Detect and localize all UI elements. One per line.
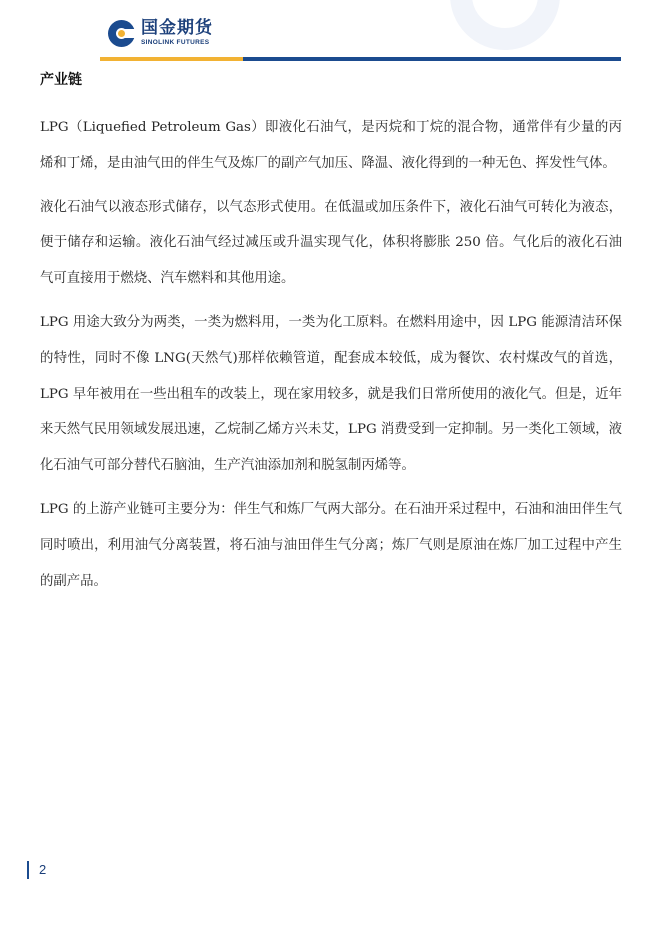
page-number: 2 bbox=[39, 862, 47, 877]
header-divider bbox=[100, 57, 621, 61]
logo-english-name: SINOLINK FUTURES bbox=[141, 38, 210, 46]
body-text bbox=[40, 110, 622, 607]
logo-chinese-name: 国金期货 bbox=[141, 17, 213, 38]
company-logo bbox=[108, 17, 213, 49]
paragraph: LPG 的上游产业链可主要分为：伴生气和炼厂气两大部分。在石油开采过程中，石油和油田伴生气同时喷出，利用油气分离装置，将石油与油田伴生气分离；炼厂气则是原油在炼厂加工过程中产生的副产品。 bbox=[40, 501, 622, 589]
paragraph: LPG 用途大致分为两类，一类为燃料用，一类为化工原料。在燃料用途中，因 LPG 能源清洁环保的特性，同时不像 LNG(天然气)那样依赖管道，配套成本较低，成为餐饮、农村煤改气的首选，LPG 早年被用在一些出租车的改装上，现在家用较多，就是我们日常所使用的液化气。但是，近年来天然气民用领域发展迅速，乙烷制乙烯方兴未艾，LPG 消费受到一定抑制。另一类化工领域，液化石油气可部分替代石脑油，生产汽油添加剂和脱氢制丙烯等。 bbox=[40, 314, 622, 474]
page-number-marker bbox=[27, 861, 29, 879]
logo-icon bbox=[108, 20, 135, 47]
section-title: 产业链 bbox=[40, 72, 82, 88]
paragraph: 液化石油气以液态形式储存，以气态形式使用。在低温或加压条件下，液化石油气可转化为液态，便于储存和运输。液化石油气经过减压或升温实现气化，体积将膨胀 250 倍。气化后的液化石油气可直接用于燃烧、汽车燃料和其他用途。 bbox=[40, 199, 622, 287]
paragraph: LPG（Liquefied Petroleum Gas）即液化石油气，是丙烷和丁烷的混合物，通常伴有少量的丙烯和丁烯，是由油气田的伴生气及炼厂的副产气加压、降温、液化得到的一种无色、挥发性气体。 bbox=[40, 120, 622, 171]
watermark-arc bbox=[440, 0, 560, 60]
